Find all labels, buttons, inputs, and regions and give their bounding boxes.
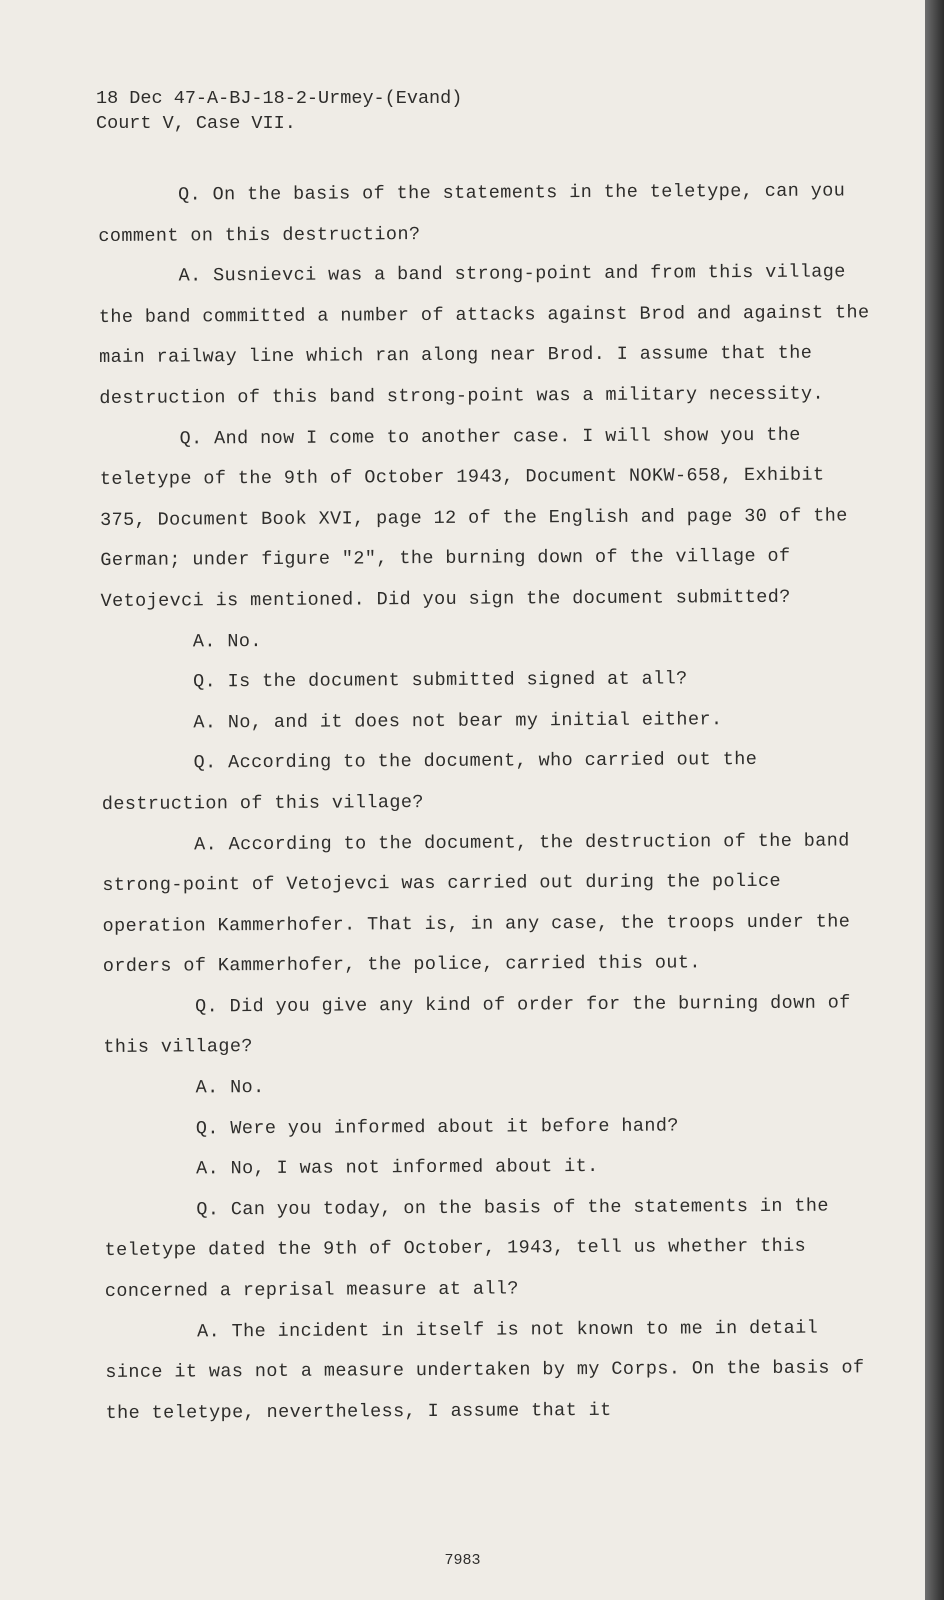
answer-paragraph: A. No, I was not informed about it. [196,1156,599,1180]
header-line-2: Court V, Case VII. [96,113,296,134]
scan-background-edge [925,0,944,1600]
question-paragraph: Q. According to the document, who carried out the destruction of this village? [101,749,758,815]
document-header [96,86,462,136]
answer-paragraph: A. No. [192,630,262,652]
answer-paragraph: A. According to the document, the destruction of the band strong-point of Vetojevci was carried out during the police operation Kammerhofer. That is, in any case, the troops under the orders of Kammerhofer, the police, carried this out. [102,829,851,978]
answer-paragraph: A. Susnievci was a band strong-point and from this village the band committed a number of attacks against Brod and against the main railway line which ran along near Brod. I assume that the destruction of this band strong-point was a military necessity. [98,261,870,409]
transcript-body [98,171,886,1434]
question-paragraph: Q. Can you today, on the basis of the statements in the teletype dated the 9th of October, 1943, tell us whether this concerned a reprisal measure at all? [104,1195,829,1303]
question-paragraph: Q. On the basis of the statements in the teletype, can you comment on this destruction? [98,180,846,247]
question-paragraph: Q. Is the document submitted signed at all? [193,668,688,693]
page-number: 7983 [444,1552,481,1569]
answer-paragraph: A. No. [195,1077,265,1099]
question-paragraph: Q. Did you give any kind of order for the burning down of this village? [103,992,851,1059]
question-paragraph: Q. And now I come to another case. I will show you the teletype of the 9th of October 1943, Document NOKW-658, Exhibit 375, Document Book XVI, page 12 of the English and page 30 of the German; under figure "2", the burning down of the village of Vetojevci is mentioned. Did you sign the document submitted? [99,424,848,612]
answer-paragraph: A. No, and it does not bear my initial either. [193,708,723,734]
answer-paragraph: A. The incident in itself is not known to me in detail since it was not a measure undertaken by my Corps. On the basis of the teletype, nevertheless, I assume that it [105,1317,865,1424]
question-paragraph: Q. Were you informed about it before hand? [195,1115,679,1140]
header-line-1: 18 Dec 47-A-BJ-18-2-Urmey-(Evand) [96,88,463,109]
